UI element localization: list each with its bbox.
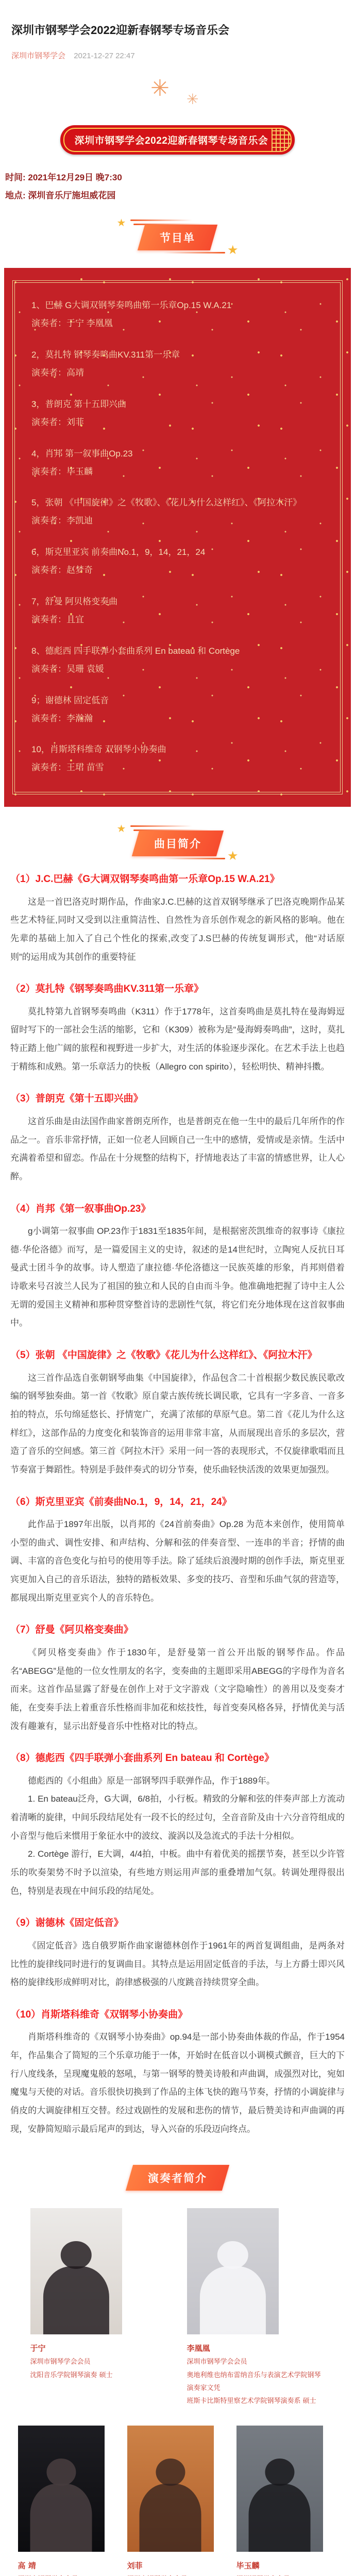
gradient-line — [163, 858, 225, 859]
performer-name: 毕玉麟 — [236, 2561, 260, 2570]
performer-credential — [236, 2573, 337, 2576]
piece-title: 9；谢德林 固定低音 — [31, 695, 109, 705]
official-account-link[interactable]: 深圳市钢琴学会 — [11, 52, 66, 61]
piece-performers: 演奏者：李凯迪 — [31, 516, 93, 526]
piece-paragraph: 莫扎特第九首钢琴奏鸣曲（K311）作于1778年，这首奏鸣曲是莫扎特在曼海姆逗留时写下的一部社会生活的缩影，它和（K309）被称为是“曼海姆奏鸣曲”，这时，莫扎特正踏上他广阔的旅程和视野进一步扩大，对生活的体验逐步深化。在艺术手法上也趋于精练和成熟。第一乐章活力的快板（Allegro con spirito），轻松明快、精神抖擞。 — [10, 1006, 345, 1072]
performer-name: 于宁 — [30, 2344, 46, 2353]
performer-credential: 班斯卡比斯特里察艺术学院钢琴演奏系 硕士 — [187, 2397, 316, 2405]
piece-performers: 演奏者：高靖 — [31, 368, 84, 378]
event-time: 时间: 2021年12月29日 晚7:30 — [5, 173, 122, 183]
program-label-text: 节目单 — [160, 232, 195, 245]
piece-paragraph: 肖斯塔科维奇的《双钢琴小协奏曲》op.94是一部小协奏曲体裁的作品，作于1954年，作品集合了简短的三个乐章功能于一体，开始时在低音以小调模式颤音，巨大的下行八度线条，呈现魔鬼般的怒吼，与第一钢琴的赞美诗般和声曲调，成强烈对比，宛如魔鬼与天使的对话。音乐很快切换到了作品的主体飞快的跑马节奏，抒情的小调旋律与俏皮的大调旋律相互交替。经过戏剧性的发展和悲伤的情节，最后赞美诗和声曲调的再现，安静简短暗示最后尾声的到达，导入兴奋的乐段迈向终点。 — [10, 2032, 345, 2134]
piece-paragraph: 这是一首巴洛克时期作品，作曲家J.C.巴赫的这首双钢琴继承了巴洛克晚期作品某些艺术特征,同时又受到以注重简洁性、自然性为音乐创作观念的新风格的影响。他在先辈的基础上加入了自己个性化的探索,改变了J.S巴赫的传统复调形式，他“对话原则”的运用成为其创作的重要特征 — [10, 896, 345, 962]
program-item — [31, 742, 324, 775]
performer-name: 刘菲 — [127, 2561, 143, 2570]
piece-section — [10, 872, 345, 966]
piece-section — [10, 1348, 345, 1479]
piece-section — [10, 1091, 345, 1185]
program-item — [31, 595, 324, 628]
piece-section — [10, 1201, 345, 1333]
performer-card — [30, 2208, 168, 2408]
piece-title: 3，普朗克 第十五即兴曲 — [31, 399, 127, 409]
performer-card — [127, 2426, 228, 2576]
program-item — [31, 545, 324, 578]
piece-section — [10, 1622, 345, 1735]
performer-credential: 沈阳音乐学院钢琴演奏 硕士 — [30, 2371, 113, 2379]
piece-performers: 演奏者：吴珊 袁媛 — [31, 664, 104, 674]
performer-photo[interactable] — [236, 2426, 323, 2552]
piece-section — [10, 2007, 345, 2139]
performer-row — [0, 2208, 355, 2408]
performer-name: 李凰凰 — [187, 2344, 210, 2353]
piece-paragraph: 2. Cortège 游行，E大调，4/4拍，中板。曲中有着优美的摇摆节奏，甚至以少许管乐的吹奏架势不时予以渲染，有些地方则运用声部的重叠增加气氛。转调处理得很出色，特别是表现在中间乐段的结尾处。 — [10, 1849, 345, 1896]
piece-paragraph: 此作品于1897年出版，以肖邦的《24首前奏曲》Op.28 为范本来创作，使用简单小型的曲式、调性安排、和声结构、分解和弦的伴奏音型、一连串的半音；抒情的曲调、丰富的音色变化与拍号的使用等手法。除了延续后浪漫时期的创作手法，斯克里亚宾更加入自己的音乐语法，独特的踏板效果、多变的技巧、音型和乐曲气氛的营造等，都展现出斯克里亚宾个人的音乐特色。 — [10, 1519, 345, 1603]
performer-photo[interactable] — [127, 2426, 214, 2552]
performer-row — [0, 2426, 355, 2576]
piece-paragraph: 1. En bateau泛舟，G大调，6/8拍，小行板。精致的分解和弦的伴奏声部上方流动着清晰的旋律，中间乐段结尾处有一段不长的经过句，全音音阶及由十六分音符组成的小音型与他后来惯用于象征水中的波纹、漩涡以及急流式的手法十分相似。 — [10, 1794, 345, 1841]
gradient-line — [130, 825, 192, 827]
piece-heading: （7）舒曼《阿贝格变奏曲》 — [10, 1624, 133, 1636]
piece-intro-list — [0, 872, 355, 2138]
piece-heading: （8）德彪西《四手联弹小套曲系列 En bateau 和 Cortège》 — [10, 1753, 274, 1764]
performer-card — [18, 2426, 119, 2576]
piece-title: 6，斯克里亚宾 前奏曲No.1，9，14，21，24 — [31, 547, 206, 557]
piece-title: 7，舒曼 阿贝格变奏曲 — [31, 597, 118, 607]
gradient-line — [130, 219, 192, 221]
piece-performers: 演奏者：毕玉麟 — [31, 466, 93, 477]
program-item — [31, 397, 324, 430]
fireworks-icon: ✳ — [150, 75, 170, 102]
piece-title: 2，莫扎特 钢琴奏鸣曲KV.311第一乐章 — [31, 350, 180, 360]
performer-photo[interactable] — [30, 2208, 122, 2334]
performer-card — [236, 2426, 337, 2576]
performer-card — [187, 2208, 325, 2408]
piece-heading: （4）肖邦《第一叙事曲Op.23》 — [10, 1203, 151, 1214]
piece-performers: 演奏者：于宁 李凰凰 — [31, 318, 113, 329]
performer-credential: 奥地利维也纳布雷纳音乐与表演艺术学院钢琴演奏家文凭 — [187, 2371, 321, 2393]
pieces-label — [0, 823, 355, 863]
piece-title: 1、巴赫 G大调双钢琴奏鸣曲第一乐章Op.15 W.A.21 — [31, 300, 232, 311]
piece-paragraph: 德彪西的《小组曲》原是一部钢琴四手联弹作品，作于1889年。 — [28, 1775, 275, 1786]
piece-paragraph: 《固定低音》选自俄罗斯作曲家谢德林创作于1961年的两首复调组曲，是两条对比性的旋律线同时进行的复调曲目。其特点是运用固定低音的手法，与上方爵士即兴风格的旋律线形成鲜明对比，韵律感极强的八度跳音持续贯穿全曲。 — [10, 1940, 345, 1988]
program-item — [31, 348, 324, 381]
star-icon: ★ — [116, 823, 126, 835]
piece-title: 8、德彪西 四手联弹小套曲系列 En bateau 和 Cortège — [31, 646, 240, 656]
event-venue: 地点: 深圳音乐厅施坦威花园 — [5, 191, 116, 201]
piece-performers: 演奏者：且宜 — [31, 614, 84, 624]
fireworks-icon: ✳ — [187, 91, 199, 108]
program-item — [31, 447, 324, 480]
event-banner — [60, 125, 295, 155]
pieces-label-text: 曲目简介 — [154, 838, 201, 851]
piece-heading: （10）肖斯塔科维奇《双钢琴小协奏曲》 — [10, 2009, 188, 2020]
performers-label — [0, 2165, 355, 2191]
piece-heading: （5）张朝 《中国旋律》之《牧歌》《花儿为什么这样红》、《阿拉木汗》 — [10, 1350, 317, 1361]
program-item — [31, 693, 324, 726]
piece-heading: （6）斯克里亚宾《前奏曲No.1，9，14，21，24》 — [10, 1496, 232, 1507]
piece-section — [10, 1916, 345, 1991]
performers-grid — [0, 2208, 355, 2576]
page-title: 深圳市钢琴学会2022迎新春钢琴专场音乐会 — [11, 23, 229, 37]
piece-section — [10, 1495, 345, 1607]
star-icon: ★ — [227, 243, 239, 258]
performer-credential — [18, 2573, 119, 2576]
star-icon: ★ — [116, 217, 126, 229]
piece-heading: （3）普朗克《第十五即兴曲》 — [10, 1093, 143, 1105]
program-card — [4, 268, 351, 807]
piece-title: 10，肖斯塔科维奇 双钢琴小协奏曲 — [31, 744, 166, 755]
piece-heading: （1）J.C.巴赫《G大调双钢琴奏鸣曲第一乐章Op.15 W.A.21》 — [10, 874, 280, 885]
program-label — [0, 217, 355, 258]
piece-heading: （2）莫扎特《钢琴奏鸣曲KV.311第一乐章》 — [10, 984, 204, 995]
performer-credential — [127, 2573, 228, 2576]
program-item — [31, 496, 324, 529]
article-meta — [0, 50, 355, 61]
piece-paragraph: g小调第一叙事曲 OP.23作于1831至1835年间，是根据密茨凯维奇的叙事诗《康拉德·华伦洛德》而写，是一篇爱国主义的史诗，叙述的是14世纪时，立陶宛人反抗日耳曼武士团斗争的故事。诗人塑造了康拉德·华伦洛德这一民族英雄的形象，肖邦则借着诗歌来号召波兰人民为了祖国的独立和人民的自由而斗争。他准确地把握了诗中主人公无谓的爱国主义精神和那种贯穿整首诗的悲剧性气氛，将它们充分地体现在这首叙事曲中。 — [10, 1226, 345, 1328]
performer-photo[interactable] — [18, 2426, 105, 2552]
piece-performers: 演奏者：赵梦奇 — [31, 565, 93, 575]
publish-date: 2021-12-27 22:47 — [74, 52, 135, 61]
event-banner-text: 深圳市钢琴学会2022迎新春钢琴专场音乐会 — [63, 128, 292, 152]
piece-title: 4，肖邦 第一叙事曲Op.23 — [31, 448, 133, 459]
piece-paragraph: 这首乐曲是由法国作曲家普朗克所作，也是普朗克在他一生中的最后几年所作的作品之一。音乐非常抒情，正如一位老人回顾自己一生中的感情，爱情或是亲情。生活中充满着希望和留恋。作品在十分规整的结构下，抒情地表达了丰富的情感世界，让人心醉。 — [10, 1116, 345, 1181]
performer-credential: 深圳市钢琴学会会员 — [30, 2358, 91, 2366]
star-icon: ★ — [227, 849, 239, 863]
performer-name: 高 靖 — [18, 2561, 36, 2570]
gradient-line — [163, 252, 225, 253]
fireworks-decoration — [0, 61, 355, 125]
piece-performers: 演奏者：刘菲 — [31, 417, 84, 427]
performers-label-text: 演奏者简介 — [148, 2173, 207, 2185]
program-item — [31, 298, 324, 331]
piece-section — [10, 981, 345, 1076]
performer-photo[interactable] — [187, 2208, 279, 2334]
piece-title: 5，张朝 《中国旋律》之《牧歌》、《花儿为什么这样红》、《阿拉木汗》 — [31, 498, 302, 508]
piece-performers: 演奏者：王珺 苗雪 — [31, 762, 104, 773]
program-item — [31, 644, 324, 677]
piece-performers: 演奏者：李瀚瀚 — [31, 713, 93, 723]
piece-paragraph: 这三首作品选自张朝钢琴曲集《中国旋律》，作品包含二十首根据少数民族民歌改编的钢琴独奏曲。第一首《牧歌》原自蒙古族传统长调民歌，它具有一字多音、一音多拍的特点，乐句绵延悠长、抒情宽广，充满了浓郁的草原气息。第二首《花儿为什么这样红》，这部作品的力度变化和装饰音的运用非常丰富，从而展现出音乐的多层次，营造了音乐的空间感。第三首《阿拉木汗》采用一问一答的表现形式，不仅旋律歌唱而且节奏富于舞蹈性。特别是手鼓伴奏式的切分节奏，使乐曲轻快活泼的效果更加强烈。 — [10, 1372, 345, 1475]
event-info — [0, 155, 355, 209]
performer-credential: 深圳市钢琴学会会员 — [187, 2358, 247, 2366]
piece-paragraph: 《阿贝格变奏曲》作于1830年，是舒曼第一首公开出版的钢琴作品。作品名“ABEGG”是他的一位女性朋友的名字，变奏曲的主题即采用ABEGG的字母作为音名而来。这首作品显露了舒曼在创作上对于文字游戏（文字隐喻性）的善用以及变奏才能，在变奏手法上着重音乐性格而非加花和炫技性，每首变奏风格各异，抒情优美与活泼有趣兼有，显示出舒曼音乐中性格对比的特点。 — [10, 1647, 345, 1731]
piece-heading: （9）谢德林《固定低音》 — [10, 1918, 124, 1929]
piece-section — [10, 1751, 345, 1900]
